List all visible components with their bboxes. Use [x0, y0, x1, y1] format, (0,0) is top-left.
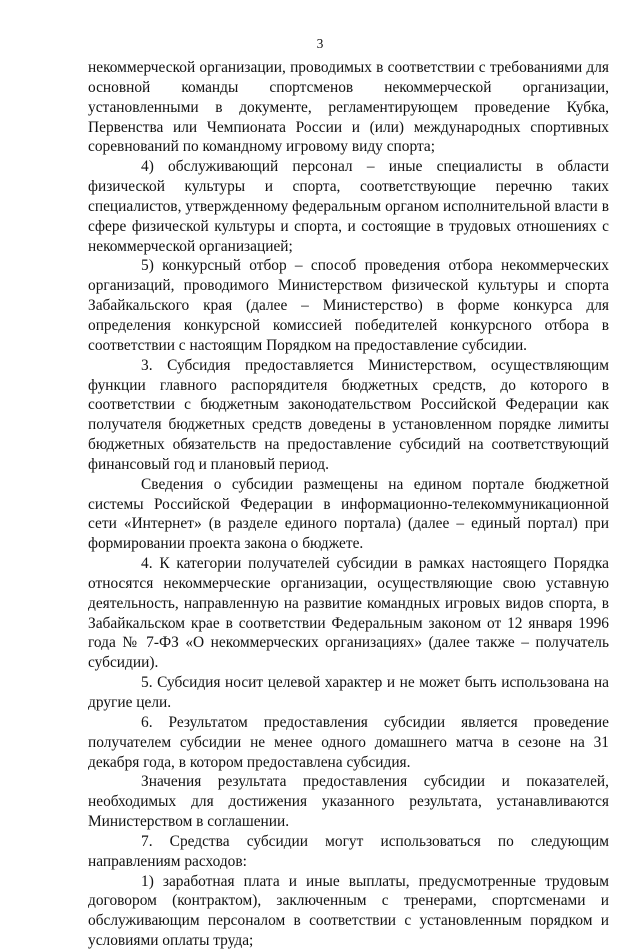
- paragraph-7-item-1: 1) заработная плата и иные выплаты, предусмотренные трудовым договором (контрактом), заключенным с тренерами, спортсменами и обслуживающим персоналом в соответствии с установленным порядком и условиями оплаты труда;: [88, 872, 609, 950]
- paragraph-5: 5. Субсидия носит целевой характер и не может быть использована на другие цели.: [88, 674, 609, 711]
- paragraph-item-4: 4) обслуживающий персонал – иные специалисты в области физической культуры и спорта, соответствующие перечню таких специалистов, утвержденному федеральным органом исполнительной власти в сфере физической культуры и спорта, и состоящие в трудовых отношениях с некоммерческой организацией;: [88, 158, 609, 255]
- paragraph-7: 7. Средства субсидии могут использоваться по следующим направлениям расходов:: [88, 832, 609, 870]
- paragraph-6: 6. Результатом предоставления субсидии является проведение получателем субсидии не менее одного домашнего матча в сезоне на 31 декабря года, в котором предоставлена субсидия.: [88, 713, 609, 771]
- paragraph-continuation: некоммерческой организации, проводимых в соответствии с требованиями для основной команды спортсменов некоммерческой организации, установленными в документе, регламентирующем проведение Кубка, Первенства или Чемпионата России и (или) международных спортивных соревнований по командному игровому виду спорта;: [88, 59, 609, 156]
- paragraph-3: 3. Субсидия предоставляется Министерством, осуществляющим функции главного распорядителя бюджетных средств, до которого в соответствии с бюджетным законодательством Российской Федерации как получателя бюджетных средств доведены в установленном порядке лимиты бюджетных обязательств на предоставление субсидий на соответствующий финансовый год и плановый период.: [88, 356, 609, 473]
- page-number: 3: [316, 36, 324, 51]
- paragraph-subsidy-info: Сведения о субсидии размещены на едином портале бюджетной системы Российской Федерации в информационно-телекоммуникационной сети «Интернет» (в разделе единого портала) (далее – единый портал) при формировании проекта закона о бюджете.: [88, 475, 609, 553]
- paragraph-4: 4. К категории получателей субсидии в рамках настоящего Порядка относятся некоммерческие организации, осуществляющие свою уставную деятельность, направленную на развитие командных игровых видов спорта, в Забайкальском крае в соответствии Федеральным законом от 12 января 1996 года № 7-ФЗ «О некоммерческих организациях» (далее также – получатель субсидии).: [88, 555, 609, 672]
- paragraph-item-5: 5) конкурсный отбор – способ проведения отбора некоммерческих организаций, проводимого Министерством физической культуры и спорта Забайкальского края (далее – Министерство) в форме конкурса для определения конкурсной комиссией победителей конкурсного отбора в соответствии с настоящим Порядком на предоставление субсидии.: [88, 257, 609, 354]
- paragraph-result-values: Значения результата предоставления субсидии и показателей, необходимых для достижения указанного результата, устанавливаются Министерством в соглашении.: [88, 773, 609, 831]
- document-body: [88, 58, 609, 951]
